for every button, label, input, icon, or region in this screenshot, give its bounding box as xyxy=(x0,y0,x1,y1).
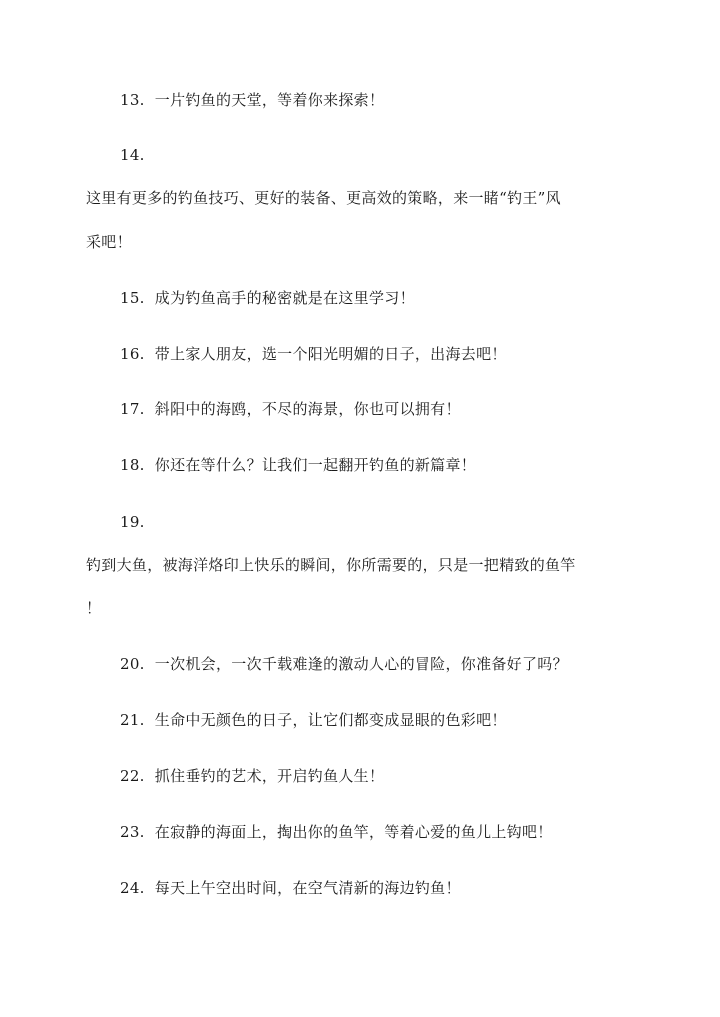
list-item-19-line2 xyxy=(86,598,101,618)
item-text: 成为钓鱼高手的秘密就是在这里学习！ xyxy=(154,289,415,307)
item-text: 每天上午空出时间，在空气清新的海边钓鱼！ xyxy=(154,879,461,897)
item-number: 15. xyxy=(120,289,145,307)
item-number: 19. xyxy=(120,513,145,531)
list-item-19-line1 xyxy=(86,555,576,575)
item-number: 18. xyxy=(120,456,145,474)
item-text: 带上家人朋友，选一个阳光明媚的日子，出海去吧！ xyxy=(154,345,507,363)
item-text: 钓到大鱼，被海洋烙印上快乐的瞬间，你所需要的，只是一把精致的鱼竿 xyxy=(86,556,576,574)
item-number: 16. xyxy=(120,345,145,363)
list-item-19-number xyxy=(120,512,155,532)
list-item-24 xyxy=(120,878,461,898)
item-text: 你还在等什么？让我们一起翻开钓鱼的新篇章！ xyxy=(154,456,477,474)
list-item-17 xyxy=(120,399,461,419)
list-item-20 xyxy=(120,654,568,674)
item-text: 一片钓鱼的天堂，等着你来探索！ xyxy=(154,91,385,109)
item-text: 生命中无颜色的日子，让它们都变成显眼的色彩吧！ xyxy=(154,711,507,729)
list-item-16 xyxy=(120,344,507,364)
list-item-14-line1 xyxy=(86,188,561,208)
item-number: 21. xyxy=(120,711,145,729)
list-item-13 xyxy=(120,90,384,110)
item-text: 一次机会，一次千载难逢的激动人心的冒险，你准备好了吗？ xyxy=(154,655,568,673)
item-number: 24. xyxy=(120,879,145,897)
list-item-23 xyxy=(120,822,553,842)
item-number: 14. xyxy=(120,146,145,164)
item-number: 23. xyxy=(120,823,145,841)
item-text: 采吧！ xyxy=(86,233,132,251)
item-text: 在寂静的海面上，掏出你的鱼竿，等着心爱的鱼儿上钩吧！ xyxy=(154,823,553,841)
list-item-15 xyxy=(120,288,415,308)
item-text: 斜阳中的海鸥，不尽的海景，你也可以拥有！ xyxy=(154,400,461,418)
item-number: 13. xyxy=(120,91,145,109)
item-text: 这里有更多的钓鱼技巧、更好的装备、更高效的策略，来一睹“钓王”风 xyxy=(86,189,561,207)
list-item-14-line2 xyxy=(86,232,132,252)
item-number: 20. xyxy=(120,655,145,673)
list-item-22 xyxy=(120,766,384,786)
item-text: ！ xyxy=(86,599,102,617)
item-text: 抓住垂钓的艺术，开启钓鱼人生！ xyxy=(154,767,385,785)
list-item-14-number xyxy=(120,145,155,165)
list-item-21 xyxy=(120,710,507,730)
item-number: 22. xyxy=(120,767,145,785)
list-item-18 xyxy=(120,455,476,475)
item-number: 17. xyxy=(120,400,145,418)
